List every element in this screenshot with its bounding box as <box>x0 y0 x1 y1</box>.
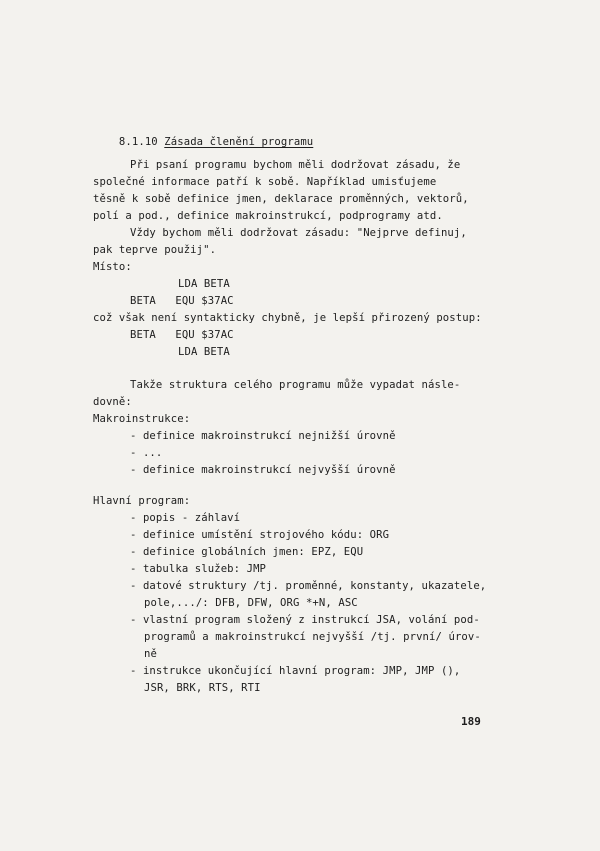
list-item: - tabulka služeb: JMP <box>130 563 267 575</box>
code-line: BETA EQU $37AC <box>130 329 234 341</box>
paragraph-line: pak teprve použij". <box>93 244 217 256</box>
paragraph-line: Takže struktura celého programu může vypadat násle- <box>130 379 461 391</box>
list-item: - definice globálních jmen: EPZ, EQU <box>130 546 364 558</box>
section-title: Zásada členění programu <box>164 136 314 148</box>
code-line: LDA BETA <box>178 346 230 358</box>
list-item: - popis - záhlaví <box>130 512 241 524</box>
paragraph-line: Při psaní programu bychom měli dodržovat zásadu, že <box>130 159 461 171</box>
list-item: - datové struktury /tj. proměnné, konstanty, ukazatele, <box>130 580 487 592</box>
list-item-continuation: pole,.../: DFB, DFW, ORG *+N, ASC <box>144 597 358 609</box>
list-item: - ... <box>130 447 163 459</box>
code-line: LDA BETA <box>178 278 230 290</box>
list-item: - instrukce ukončující hlavní program: JMP, JMP (), <box>130 665 461 677</box>
list-item: - definice makroinstrukcí nejvyšší úrovně <box>130 464 396 476</box>
code-line: BETA EQU $37AC <box>130 295 234 307</box>
paragraph-line: Vždy bychom měli dodržovat zásadu: "Nejprve definuj, <box>130 227 467 239</box>
list-item: - definice umístění strojového kódu: ORG <box>130 529 390 541</box>
paragraph-line: polí a pod., definice makroinstrukcí, podprogramy atd. <box>93 210 443 222</box>
list-item: - vlastní program složený z instrukcí JSA, volání pod- <box>130 614 480 626</box>
paragraph-line: dovně: <box>93 396 132 408</box>
list-item-continuation: ně <box>144 648 157 660</box>
list-item: - definice makroinstrukcí nejnižší úrovně <box>130 430 396 442</box>
section-heading <box>93 123 313 162</box>
page-number: 189 <box>461 715 481 728</box>
section-number: 8.1.10 <box>118 136 158 148</box>
paragraph-line: těsně k sobě definice jmen, deklarace proměnných, vektorů, <box>93 193 469 205</box>
list-item-continuation: JSR, BRK, RTS, RTI <box>144 682 261 694</box>
list-heading: Makroinstrukce: <box>93 413 191 425</box>
list-heading: Hlavní program: <box>93 495 191 507</box>
paragraph-line: společné informace patří k sobě. Například umisťujeme <box>93 176 437 188</box>
list-item-continuation: programů a makroinstrukcí nejvyšší /tj. první/ úrov- <box>144 631 481 643</box>
paragraph-line: Místo: <box>93 261 132 273</box>
paragraph-line: což však není syntakticky chybně, je lepší přirozený postup: <box>93 312 482 324</box>
